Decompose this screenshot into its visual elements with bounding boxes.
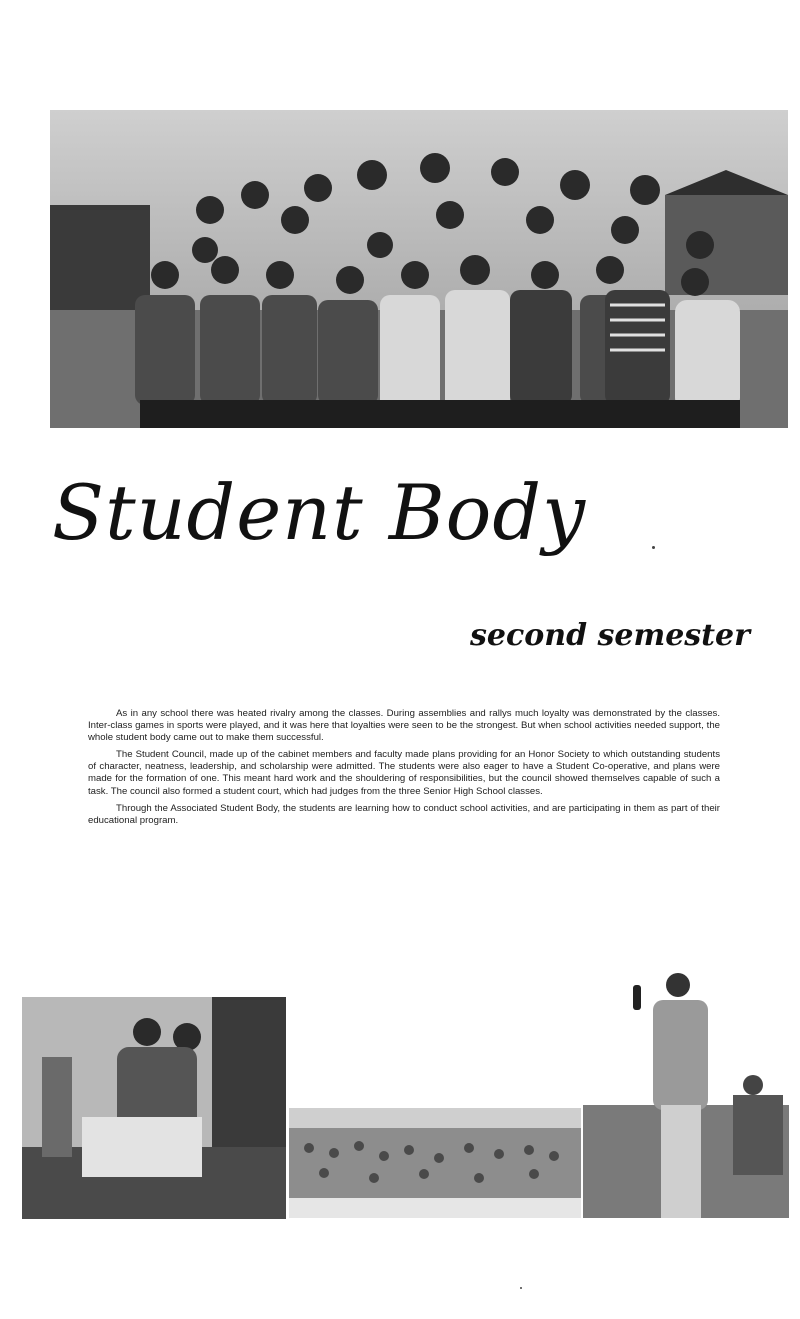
page-title: Student Body bbox=[52, 468, 587, 557]
student-group-photo bbox=[50, 110, 788, 428]
body-text bbox=[88, 708, 720, 832]
speaker-photo bbox=[583, 965, 789, 1218]
paragraph: As in any school there was heated rivalry among the classes. During assemblies and rallys much loyalty was demonstrated by the classes. Inter-class games in sports were played, and it was here that loyalties were seen to be the strongest. But when school activities needed support, the whole student body came out to make them successful. bbox=[88, 708, 720, 744]
podium-photo bbox=[22, 997, 286, 1219]
paragraph: The Student Council, made up of the cabinet members and faculty made plans providing for an Honor Society to which outstanding students of character, neatness, leadership, and scholarship were admitted. The students were also eager to have a Student Co-operative, and plans were made for the formation of one. This meant hard work and the shouldering of responsibilities, but the council showed themselves capable of such a task. The council also formed a student court, which had judges from the three Senior High School classes. bbox=[88, 749, 720, 797]
paragraph: Through the Associated Student Body, the students are learning how to conduct school activities, and are participating in them as part of their educational program. bbox=[88, 802, 720, 826]
page-subtitle: second semester bbox=[470, 618, 750, 653]
scan-speck bbox=[652, 546, 655, 549]
crowd-photo bbox=[289, 1108, 581, 1218]
scan-speck bbox=[520, 1287, 522, 1289]
